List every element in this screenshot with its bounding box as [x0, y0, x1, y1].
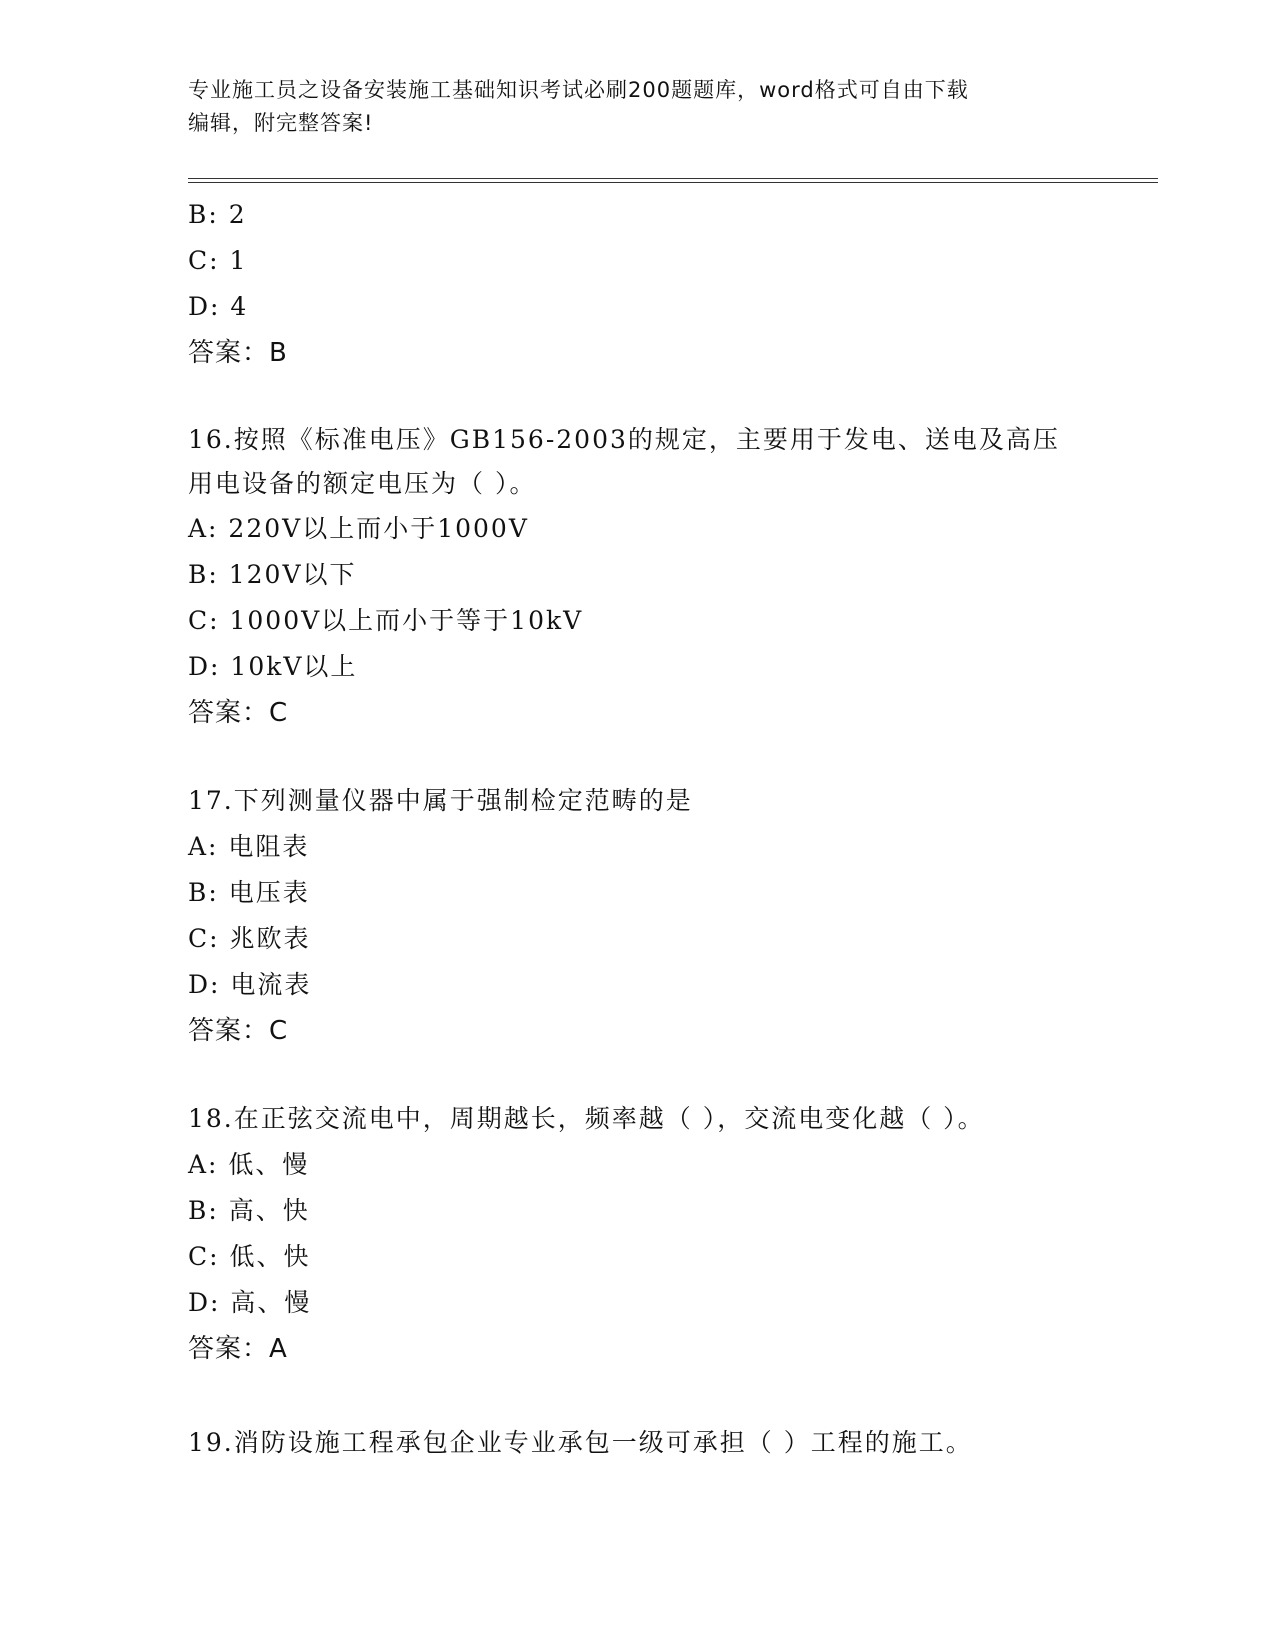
- question-stem: 17.下列测量仪器中属于强制检定范畴的是: [188, 786, 693, 815]
- spacer: [188, 736, 1128, 778]
- option-c: C: 兆欧表: [188, 924, 311, 953]
- option-c: C: 1: [188, 246, 248, 275]
- option-d: D: 4: [188, 292, 249, 321]
- answer: 答案：A: [188, 1334, 288, 1364]
- question-18: [188, 1096, 1128, 1372]
- question-17: [188, 778, 1128, 1054]
- option-b: B: 高、快: [188, 1196, 310, 1225]
- option-a: A: 电阻表: [188, 832, 310, 861]
- header-divider: [188, 178, 1158, 183]
- option-b: B: 电压表: [188, 878, 310, 907]
- question-15: [188, 192, 1128, 376]
- question-list: [188, 192, 1128, 1466]
- option-a: A: 低、慢: [188, 1150, 310, 1179]
- option-b: B: 2: [188, 200, 247, 229]
- spacer: [188, 376, 1128, 418]
- answer: 答案：C: [188, 698, 289, 728]
- question-stem: 18.在正弦交流电中，周期越长，频率越（ ），交流电变化越（ ）。: [188, 1104, 985, 1133]
- answer: 答案：B: [188, 338, 288, 368]
- question-19: [188, 1420, 1128, 1466]
- answer: 答案：C: [188, 1016, 289, 1046]
- question-16: [188, 418, 1128, 736]
- spacer: [188, 1372, 1128, 1420]
- question-stem: 19.消防设施工程承包企业专业承包一级可承担（ ）工程的施工。: [188, 1428, 973, 1457]
- question-stem-line-2: 用电设备的额定电压为（ ）。: [188, 469, 537, 498]
- option-c: C: 低、快: [188, 1242, 311, 1271]
- question-stem-line-1: 16.按照《标准电压》GB156-2003的规定，主要用于发电、送电及高压: [188, 425, 1060, 454]
- option-a: A: 220V以上而小于1000V: [188, 514, 529, 543]
- document-header: [188, 74, 1068, 140]
- spacer: [188, 1054, 1128, 1096]
- header-line-1: 专业施工员之设备安装施工基础知识考试必刷200题题库，word格式可自由下载: [188, 78, 969, 102]
- option-d: D: 电流表: [188, 970, 312, 999]
- option-c: C: 1000V以上而小于等于10kV: [188, 606, 584, 635]
- option-d: D: 高、慢: [188, 1288, 312, 1317]
- header-line-2: 编辑，附完整答案!: [188, 111, 374, 135]
- option-d: D: 10kV以上: [188, 652, 358, 681]
- option-b: B: 120V以下: [188, 560, 357, 589]
